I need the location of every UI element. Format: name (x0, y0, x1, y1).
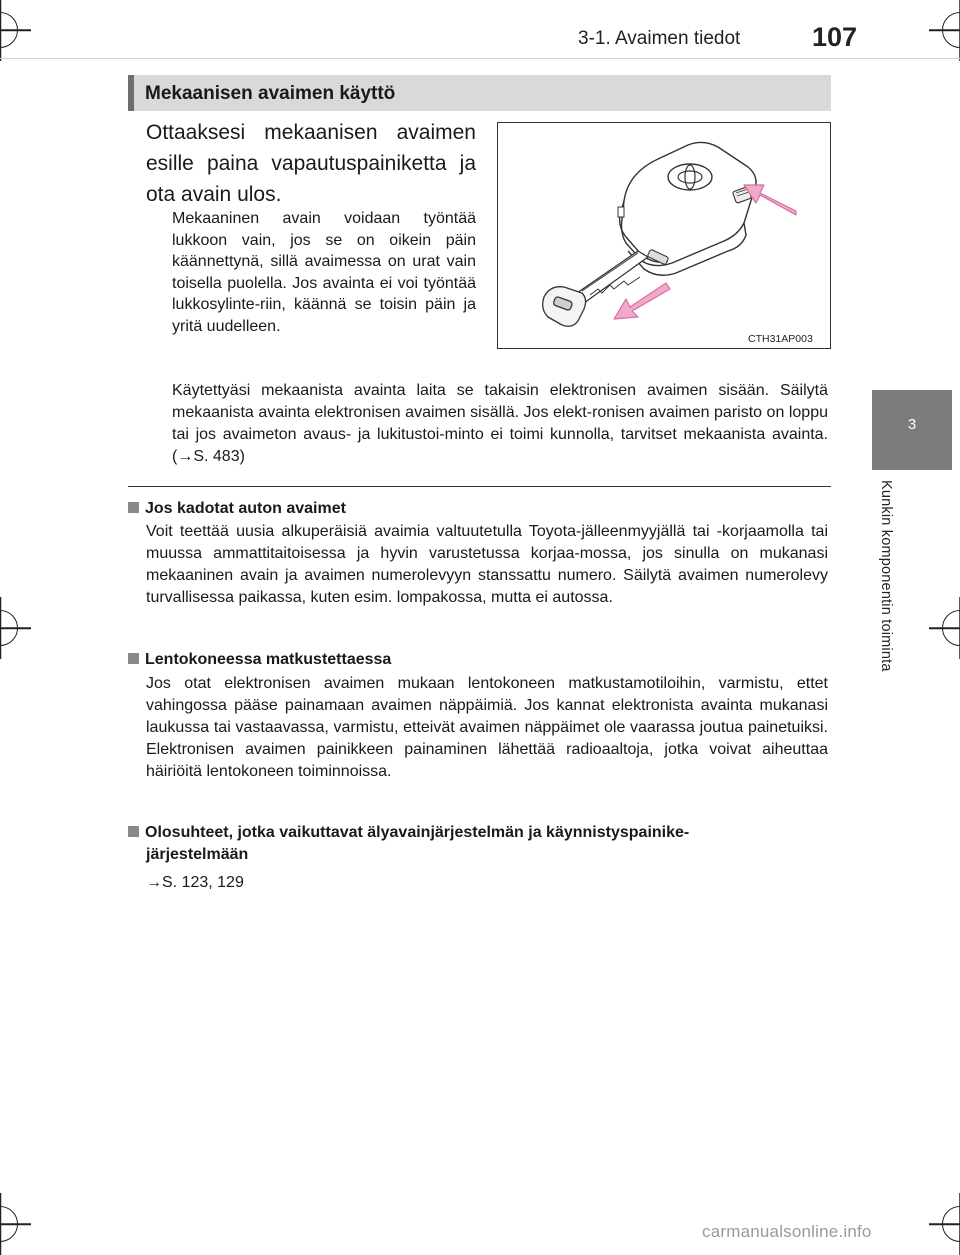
note-key-storage: Käytettyäsi mekaanista avainta laita se takaisin elektronisen avaimen sisään. Säilytä mekaanista avainta elektronisen avaimen sisällä. Jos elekt-ronisen avaimen paristo on loppu tai jos avaimeton avaus- ja lukitustoi-minto ei toimi kunnolla, tarvitset mekaanista avainta. (→S. 483) (172, 382, 828, 465)
footer-site-watermark: carmanualsonline.info (702, 1222, 872, 1241)
chapter-title-vertical (870, 480, 910, 730)
page-number: 107 (812, 22, 858, 52)
registration-mark (0, 12, 18, 48)
item-heading-conditions (128, 822, 828, 866)
item-heading-text: Lentokoneessa matkustettaessa (145, 651, 392, 668)
note-key-orientation: Mekaaninen avain voidaan työntää lukkoon vain, jos se on oikein päin käännettynä, sillä avaimessa on urat vain toisella puolella. Jos avainta ei voi työntää lukkosylinte-riin, käännä se toisin päin ja yritä uudelleen. (172, 210, 476, 335)
registration-mark (0, 610, 18, 646)
section-divider (128, 486, 831, 487)
item-heading-airplane (128, 649, 391, 671)
page-reference-link[interactable]: →S. 123, 129 (146, 874, 244, 891)
item-heading-text-line2: järjestelmään (146, 846, 249, 863)
registration-mark (942, 12, 960, 48)
item-body-airplane: Jos otat elektronisen avaimen mukaan lentokoneen matkustamotiloihin, varmistu, ettet vahingossa pääse painamaan avaimen näppäimiä. Jos kannat elektronista avainta mukanasi laukussa tai vastaavassa, varmistu, etteivät avaimen näppäimet ole vaarassa joutua painetuiksi. Elektronisen avaimen painikkeen painaminen lähettää radioaaltoja, jotka voivat aiheuttaa häiriöitä lentokoneen toiminnoissa. (146, 675, 828, 780)
header-rule (0, 58, 960, 59)
bullet-square-icon (128, 826, 139, 837)
bullet-square-icon (128, 502, 139, 513)
figure-frame (497, 122, 831, 349)
chapter-number: 3 (907, 416, 917, 433)
registration-mark (0, 1206, 18, 1242)
section-title: Mekaanisen avaimen käyttö (145, 83, 396, 104)
key-fob-illustration-icon (498, 123, 830, 348)
item-heading-text: Jos kadotat auton avaimet (145, 500, 346, 517)
figure-code: CTH31AP003 (748, 333, 813, 345)
item-heading-text-line1: Olosuhteet, jotka vaikuttavat älyavainjärjestelmän ja käynnistyspainike- (145, 824, 690, 841)
chapter-title: Kunkin komponentin toiminta (878, 480, 894, 672)
item-heading-lost-keys (128, 498, 346, 520)
header-section-title: 3-1. Avaimen tiedot (578, 28, 741, 49)
registration-mark (942, 610, 960, 646)
item-body-lost-keys: Voit teettää uusia alkuperäisiä avaimia valtuutetulla Toyota-jälleenmyyjällä tai -korjaamolla tai muussa ammattitaitoisessa ja hyvin varustetussa korjaa-mossa, jos sinulla on mukanasi mekaaninen avain ja avaimen numerolevyyn stanssattu numero. Säilytä avaimen numerolevy turvallisessa paikassa, kuten esim. lompakossa, mutta ei autossa. (146, 523, 828, 606)
registration-mark (942, 1206, 960, 1242)
intro-text: Ottaaksesi mekaanisen avaimen esille paina vapautuspainiketta ja ota avain ulos. (146, 121, 476, 206)
bullet-square-icon (128, 653, 139, 664)
section-heading-accent (128, 75, 134, 111)
